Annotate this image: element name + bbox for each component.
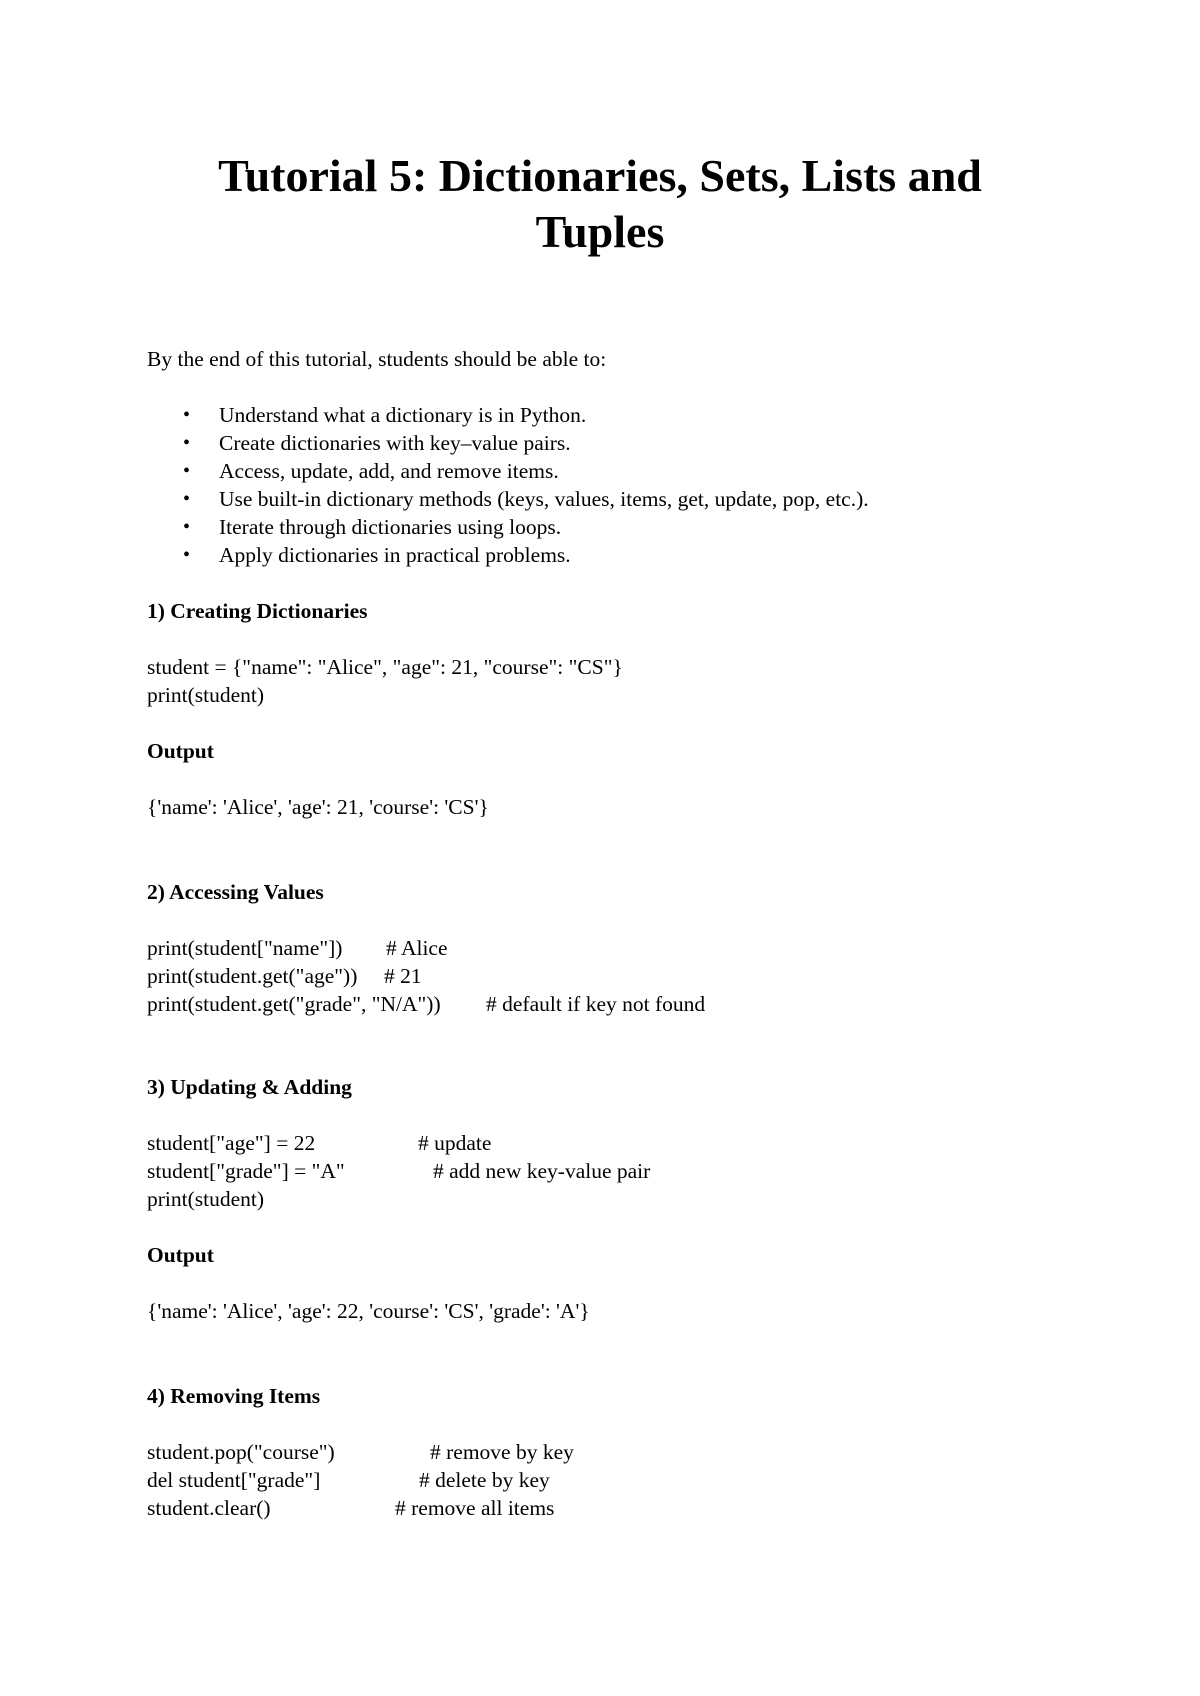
output-label: Output <box>147 1243 214 1267</box>
bullet-icon: • <box>183 488 191 510</box>
code-comment: # Alice <box>386 936 448 960</box>
title-line-1: Tutorial 5: Dictionaries, Sets, Lists and <box>218 150 982 201</box>
title-line-2: Tuples <box>535 206 665 257</box>
code-comment: # default if key not found <box>486 992 706 1016</box>
intro-text: By the end of this tutorial, students should be able to: <box>147 347 607 371</box>
list-item: Apply dictionaries in practical problems. <box>219 543 571 567</box>
code-comment: # add new key-value pair <box>433 1159 651 1183</box>
code-line: print(student) <box>147 1187 265 1211</box>
bullet-icon: • <box>183 460 191 482</box>
bullet-icon: • <box>183 544 191 566</box>
section-heading-updating: 3) Updating & Adding <box>147 1075 352 1099</box>
list-item: Create dictionaries with key–value pairs. <box>219 431 571 455</box>
page-title <box>100 148 1100 260</box>
code-comment: # delete by key <box>419 1468 550 1492</box>
code-line: student = {"name": "Alice", "age": 21, "course": "CS"} <box>147 655 623 679</box>
list-item: Understand what a dictionary is in Python. <box>219 403 587 427</box>
list-item: Access, update, add, and remove items. <box>219 459 559 483</box>
output-text: {'name': 'Alice', 'age': 22, 'course': 'CS', 'grade': 'A'} <box>147 1299 590 1323</box>
output-label: Output <box>147 739 214 763</box>
code-line: print(student.get("grade", "N/A")) <box>147 992 441 1016</box>
section-heading-removing: 4) Removing Items <box>147 1384 321 1408</box>
code-line: student.pop("course") <box>147 1440 335 1464</box>
code-line: print(student) <box>147 683 265 707</box>
code-comment: # 21 <box>384 964 422 988</box>
bullet-icon: • <box>183 516 191 538</box>
code-line: student["grade"] = "A" <box>147 1159 345 1183</box>
code-line: del student["grade"] <box>147 1468 321 1492</box>
code-line: student.clear() <box>147 1496 271 1520</box>
section-heading-accessing: 2) Accessing Values <box>147 880 324 904</box>
code-line: print(student["name"]) <box>147 936 343 960</box>
code-line: student["age"] = 22 <box>147 1131 316 1155</box>
bullet-icon: • <box>183 432 191 454</box>
bullet-icon: • <box>183 404 191 426</box>
section-heading-creating: 1) Creating Dictionaries <box>147 599 368 623</box>
list-item: Use built-in dictionary methods (keys, values, items, get, update, pop, etc.). <box>219 487 869 511</box>
code-comment: # update <box>418 1131 492 1155</box>
code-comment: # remove by key <box>430 1440 574 1464</box>
code-comment: # remove all items <box>395 1496 555 1520</box>
output-text: {'name': 'Alice', 'age': 21, 'course': 'CS'} <box>147 795 489 819</box>
code-line: print(student.get("age")) <box>147 964 358 988</box>
list-item: Iterate through dictionaries using loops. <box>219 515 562 539</box>
